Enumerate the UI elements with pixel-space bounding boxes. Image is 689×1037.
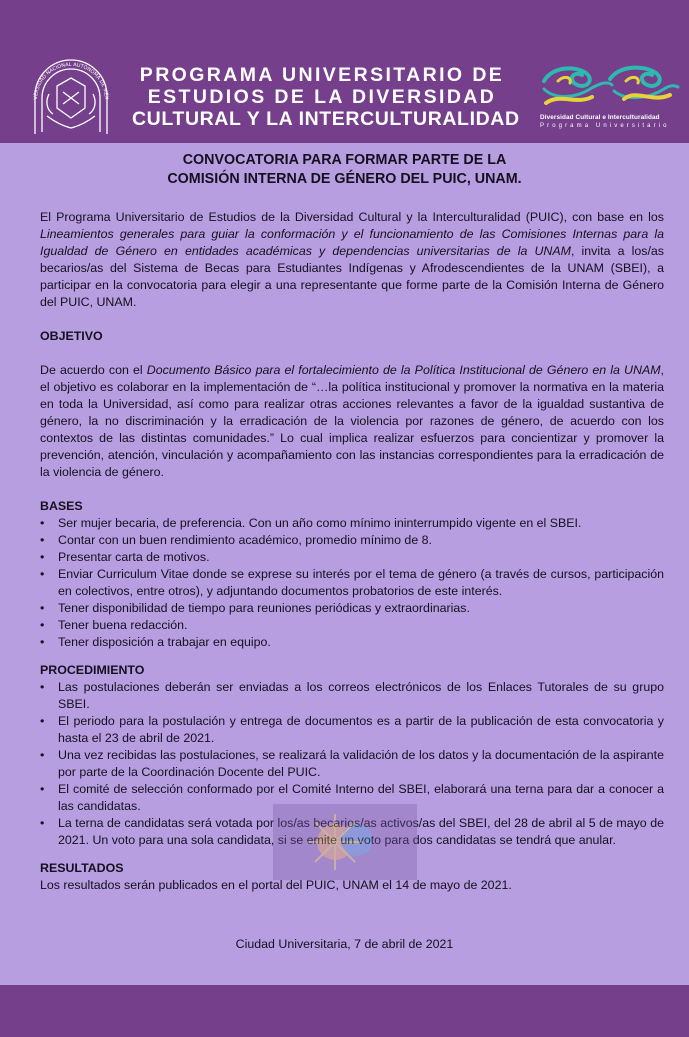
puic-logo-text <box>540 114 685 129</box>
list-item: • El comité de selección conformado por el Comité Interno del SBEI, elaborará una terna para dar a conocer a las candidatas. <box>40 781 664 815</box>
objetivo-paragraph <box>40 362 664 481</box>
document-body <box>40 209 664 894</box>
objetivo-text-a: De acuerdo con el <box>40 363 147 377</box>
objetivo-text-italic: Documento Básico para el fortalecimiento de la Política Institucional de Género en la UNAM <box>146 363 661 377</box>
list-item: • El periodo para la postulación y entrega de documentos es a partir de la publicación de esta convocatoria y hasta el 23 de abril de 2021. <box>40 713 664 747</box>
intro-text-c: , invita a los/as becarios/as del Sistema de Becas para Estudiantes Indígenas y Afrodescendientes de la UNAM (SBEI), a participar en la convocatoria para elegir a una representante que forme parte de la Comisión Interna de Género del PUIC, UNAM. <box>40 244 664 309</box>
list-item: • Ser mujer becaria, de preferencia. Con un año como mínimo ininterrumpido vigente en el SBEI. <box>40 515 664 532</box>
list-item: • Las postulaciones deberán ser enviadas a los correos electrónicos de los Enlaces Tutorales de su grupo SBEI. <box>40 679 664 713</box>
document-title-line-2: COMISIÓN INTERNA DE GÉNERO DEL PUIC, UNAM. <box>167 171 522 187</box>
document-title <box>40 151 649 189</box>
list-item: • Enviar Curriculum Vitae donde se exprese su interés por el tema de género (a través de cursos, participación en colectivos, entre otros), y adjuntando documentos probatorios de este interés. <box>40 566 664 600</box>
place-date: Ciudad Universitaria, 7 de abril de 2021 <box>235 937 454 951</box>
list-item: • Tener disponibilidad de tiempo para reuniones periódicas y extraordinarias. <box>40 600 664 617</box>
procedimiento-list <box>40 679 664 849</box>
objetivo-text-c: , el objetivo es colaborar en la implementación de “…la política institucional y promover la normativa en la materia en toda la Universidad, así como para realizar otras acciones relevantes a favor de la igualdad sustantiva de género, la no discriminación y la erradicación de la violencia por razones de género, de acuerdo con los contextos de las distintas comunidades.” Lo cual implica realizar esfuerzos para concientizar y promover la prevención, atención, vinculación y acompañamiento con las instancias correspondientes para la erradicación de la violencia de género. <box>40 363 664 479</box>
document-title-line-1: CONVOCATORIA PARA FORMAR PARTE DE LA <box>182 152 507 168</box>
puic-logo-icon <box>540 59 680 109</box>
bases-list <box>40 515 664 651</box>
intro-text-italic: Lineamientos generales para guiar la conformación y el funcionamiento de las Comisiones Internas para la Igualdad de Género en entidades académicas y dependencias universitarias de la UNAM <box>40 227 664 258</box>
unam-seal-icon <box>27 56 115 136</box>
puic-logo-line-1: Diversidad Cultural e Interculturalidad <box>540 114 660 121</box>
procedimiento-heading: PROCEDIMIENTO <box>40 663 145 677</box>
list-item: • Una vez recibidas las postulaciones, se realizará la validación de los datos y la documentación de la aspirante por parte de la Coordinación Docente del PUIC. <box>40 747 664 781</box>
program-title-line-2: ESTUDIOS DE LA DIVERSIDAD <box>147 86 497 108</box>
objetivo-heading: OBJETIVO <box>40 329 103 343</box>
resultados-heading: RESULTADOS <box>40 861 124 875</box>
list-item: • Tener disposición a trabajar en equipo. <box>40 634 664 651</box>
resultados-paragraph: Los resultados serán publicados en el portal del PUIC, UNAM el 14 de mayo de 2021. <box>40 878 512 892</box>
program-title-line-3: CULTURAL Y LA INTERCULTURALIDAD <box>132 108 520 130</box>
list-item: • Presentar carta de motivos. <box>40 549 664 566</box>
program-title-line-1: PROGRAMA UNIVERSITARIO DE <box>139 64 505 86</box>
list-item: • Contar con un buen rendimiento académico, promedio mínimo de 8. <box>40 532 664 549</box>
list-item: • La terna de candidatas será votada por los/as becarios/as activos/as del SBEI, del 28 de abril al 5 de mayo de 2021. Un voto para una sola candidata, si se emite un voto para dos candidatas se tendrá que anular. <box>40 815 664 849</box>
program-title <box>132 64 520 130</box>
footer-bar <box>0 985 689 1037</box>
bases-heading: BASES <box>40 499 83 513</box>
intro-paragraph <box>40 209 664 311</box>
seal-text: VERSIDAD NACIONAL AUTÓNOMA DE MÉX <box>32 61 110 100</box>
puic-logo-line-2: Programa Universitario <box>540 123 670 129</box>
intro-text-a: El Programa Universitario de Estudios de la Diversidad Cultural y la Interculturalidad (PUIC), con base en los <box>40 210 664 224</box>
list-item: • Tener buena redacción. <box>40 617 664 634</box>
